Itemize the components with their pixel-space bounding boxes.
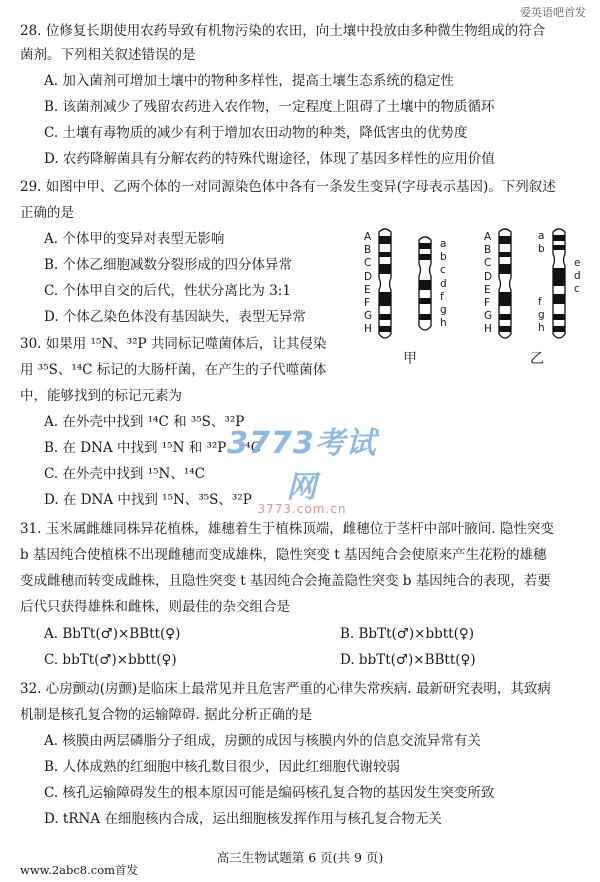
- gene-label: G: [364, 310, 373, 323]
- q29-stem-line1: 29. 如图中甲、乙两个体的一对同源染色体中各有一条发生变异(字母表示基因)。下列叙述: [20, 179, 556, 195]
- q32-option-d: D. tRNA 在细胞核内合成，运出细胞核发挥作用与核孔复合物无关: [44, 811, 442, 827]
- gene-label: b: [440, 251, 447, 264]
- q32-option-a: A. 核膜由两层磷脂分子组成，房颤的成因与核膜内外的信息交流异常有关: [44, 733, 481, 749]
- gene-label: B: [484, 244, 492, 257]
- q28-stem-line1: 28. 位修复长期使用农药导致有机物污染的农田，向土壤中投放由多种微生物组成的符合: [20, 23, 546, 39]
- q28-stem-line2: 菌剂。下列相关叙述错误的是: [20, 47, 196, 63]
- gene-label: F: [484, 297, 491, 310]
- gene-label: f: [538, 296, 542, 308]
- yi-left-gene-labels: [484, 231, 492, 337]
- gene-label: E: [364, 283, 371, 296]
- q28-option-c: C. 土壤有毒物质的减少有利于增加农田动物的种类，降低害虫的优势度: [44, 125, 468, 141]
- gene-label: a: [538, 230, 545, 242]
- watermark-url: 3773.com.cn: [257, 502, 347, 516]
- q30-stem-line2: 用 ³⁵S、¹⁴C 标记的大肠杆菌，在产生的子代噬菌体: [20, 362, 327, 378]
- q31-stem-line4: 后代只获得雄株和雌株，则最佳的杂交组合是: [20, 599, 290, 615]
- gene-label: f: [440, 290, 444, 303]
- figure-label-yi: 乙: [530, 351, 544, 367]
- gene-label: a: [440, 238, 447, 250]
- q32-stem-line2: 机制是核孔复合物的运输障碍. 据此分析正确的是: [20, 707, 313, 723]
- gene-label: d: [440, 277, 447, 290]
- gene-label: D: [364, 270, 373, 283]
- q32-stem-line1: 32. 心房颤动(房颤)是临床上最常见并且危害严重的心律失常疾病. 最新研究表明，其致病: [20, 681, 551, 697]
- q28-option-d: D. 农药降解菌具有分解农药的特殊代谢途径，体现了基因多样性的应用价值: [44, 151, 495, 167]
- jia-chromosome-2: [414, 236, 436, 332]
- footer-page-number: 高三生物试题第 6 页(共 9 页): [216, 850, 384, 865]
- jia-left-gene-labels: [364, 231, 372, 337]
- q30-stem-line3: 中，能够找到的标记元素为: [20, 388, 182, 404]
- q31-option-b: B. BbTt(♂)×bbtt(♀): [340, 626, 474, 642]
- q28-option-b: B. 该菌剂减少了残留农药进入农作物，一定程度上阻碍了土壤中的物质循环: [44, 99, 495, 115]
- q30-stem-line1: 30. 如果用 ¹⁵N、³²P 共同标记噬菌体后，让其侵染: [20, 336, 327, 352]
- gene-label: h: [538, 322, 545, 335]
- q31-option-a: A. BbTt(♂)×BBtt(♀): [44, 626, 181, 642]
- yi-right-mid-labels: [574, 257, 581, 297]
- gene-label: A: [484, 231, 492, 243]
- gene-label: F: [364, 297, 371, 310]
- yi-right-top-labels: [538, 230, 545, 256]
- q31-option-d: D. bbTt(♂)×BBtt(♀): [340, 652, 476, 668]
- gene-label: g: [538, 309, 545, 322]
- watermark: [222, 418, 382, 516]
- q31-stem-line3: 变成雌穗而转变成雌株，且隐性突变 t 基因纯合会掩盖隐性突变 b 基因纯合的表现，若要: [20, 573, 551, 589]
- q32-option-b: B. 人体成熟的红细胞中核孔数目很少，因此红细胞代谢较弱: [44, 759, 401, 775]
- q31-option-c: C. bbTt(♂)×bbtt(♀): [44, 652, 177, 668]
- gene-label: H: [364, 323, 372, 336]
- gene-label: C: [484, 257, 492, 270]
- yi-chromosome-1: [494, 228, 516, 340]
- gene-label: b: [538, 243, 545, 256]
- jia-chromosome-1: [374, 228, 396, 340]
- q30-option-c: C. 在外壳中找到 ¹⁵N、¹⁴C: [44, 466, 206, 482]
- q29-option-d: D. 个体乙染色体没有基因缺失，表型无异常: [44, 309, 306, 325]
- gene-label: g: [440, 304, 447, 317]
- gene-label: c: [574, 283, 580, 296]
- gene-label: d: [574, 270, 581, 283]
- q32-option-c: C. 核孔运输障碍发生的根本原因可能是编码核孔复合物的基因发生突变所致: [44, 785, 495, 801]
- q28-option-a: A. 加入菌剂可增加土壤中的物种多样性，提高土壤生态系统的稳定性: [44, 73, 454, 89]
- gene-label: A: [364, 231, 372, 243]
- gene-label: E: [484, 283, 491, 296]
- q29-option-c: C. 个体甲自交的后代，性状分离比为 3:1: [44, 283, 291, 299]
- q30-option-d: D. 在 DNA 中找到 ¹⁵N、³⁵S、³²P: [44, 492, 252, 508]
- q29-option-a: A. 个体甲的变异对表型无影响: [44, 231, 225, 247]
- gene-label: G: [484, 310, 493, 323]
- watermark-logo: 3773考试网: [227, 426, 377, 505]
- q31-stem-line1: 31. 玉米属雌雄同株异花植株，雄穗着生于植株顶端，雌穗位于茎杆中部叶腋间. 隐性突变: [20, 521, 554, 537]
- gene-label: C: [364, 257, 372, 270]
- q29-stem-line2: 正确的是: [20, 205, 74, 221]
- gene-label: c: [440, 264, 446, 277]
- yi-right-bottom-labels: [538, 296, 545, 336]
- footer-source: www.2abc8.com首发: [20, 863, 139, 877]
- header-note: 爱英语吧首发: [520, 6, 586, 19]
- q30-option-b: B. 在 DNA 中找到 ¹⁵N 和 ³²P、¹⁴C: [44, 440, 262, 456]
- jia-right-gene-labels: [440, 238, 447, 330]
- yi-chromosome-2: [548, 228, 570, 340]
- gene-label: h: [440, 317, 447, 330]
- q30-option-a: A. 在外壳中找到 ¹⁴C 和 ³⁵S、³²P: [44, 414, 245, 430]
- q29-option-b: B. 个体乙细胞减数分裂形成的四分体异常: [44, 257, 293, 273]
- figure-label-jia: 甲: [403, 351, 417, 367]
- gene-label: H: [484, 323, 492, 336]
- q31-stem-line2: b 基因纯合使植株不出现雌穗而变成雄株，隐性突变 t 基因纯合会使原来产生花粉的雄穗: [20, 547, 547, 563]
- gene-label: e: [574, 257, 581, 269]
- gene-label: D: [484, 270, 493, 283]
- gene-label: B: [364, 244, 372, 257]
